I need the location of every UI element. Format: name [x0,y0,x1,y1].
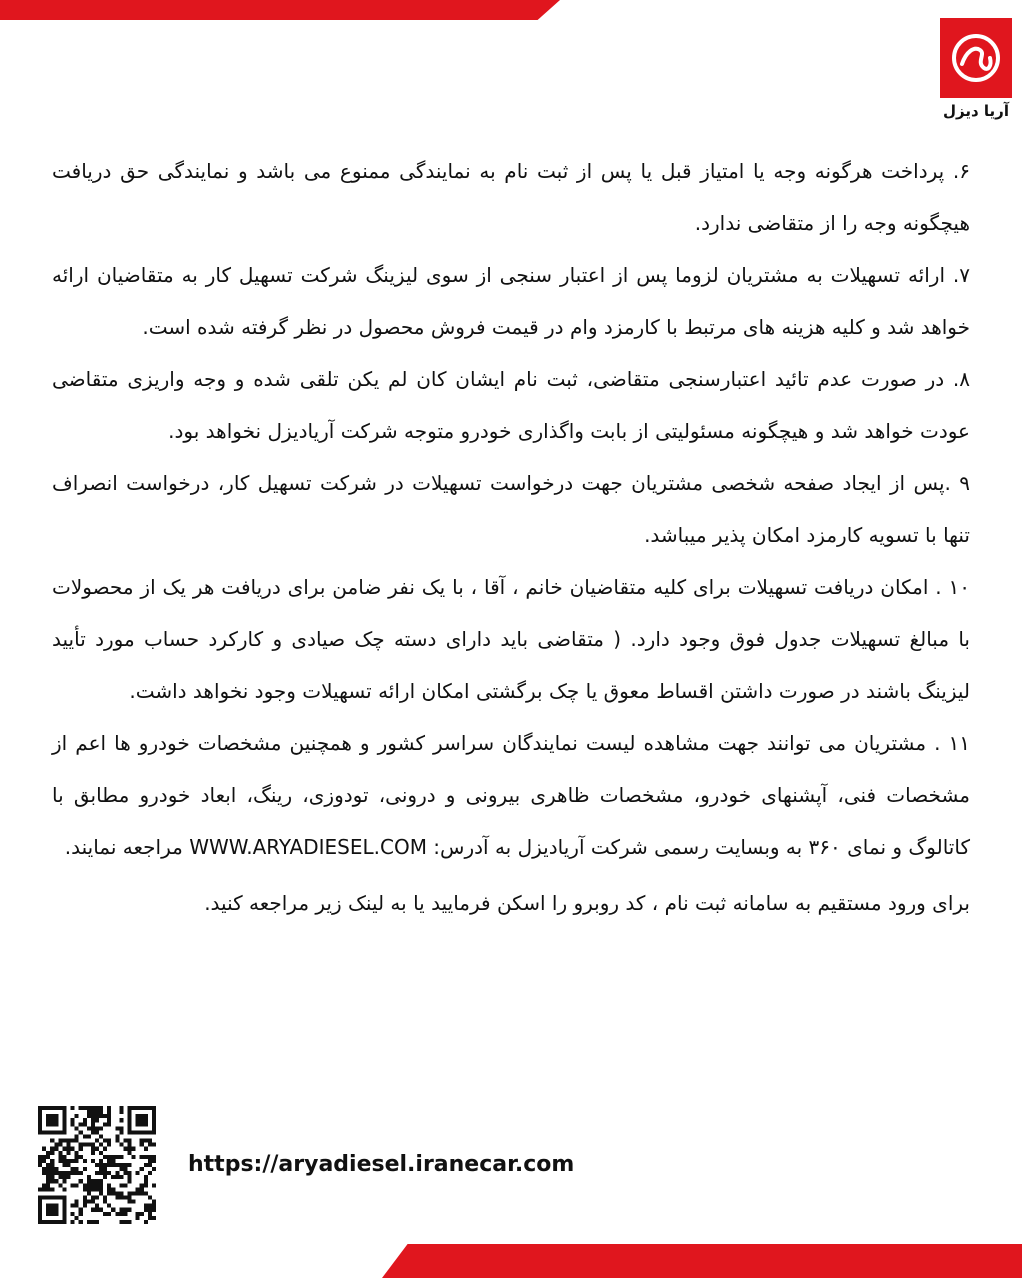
arya-diesel-logo-icon [940,18,1012,98]
term-item-6: ۶. پرداخت هرگونه وجه یا امتیاز قبل یا پس از ثبت نام به نمایندگی ممنوع می باشد و نمایندگی حق دریافت هیچگونه وجه را از متقاضی ندارد. [52,159,970,235]
term-item-11: ۱۱ . مشتریان می توانند جهت مشاهده لیست نمایندگان سراسر کشور و همچنین مشخصات خودرو ها اعم از مشخصات فنی، آپشنهای خودرو، مشخصات ظاهری بیرونی و درونی، تودوزی، رینگ، ابعاد خودرو مطابق با کاتالوگ و نمای ۳۶۰ به وبسایت رسمی شرکت آریادیزل به آدرس: WWW.ARYADIESEL.COM مراجعه نمایند. [52,731,970,859]
bottom-accent-band [382,1244,1022,1278]
closing-note: برای ورود مستقیم به سامانه ثبت نام ، کد روبرو را اسکن فرمایید یا به لینک زیر مراجعه کنید. [204,891,970,915]
term-item-7: ۷. ارائه تسهیلات به مشتریان لزوما پس از اعتبار سنجی از سوی لیزینگ شرکت تسهیل کار به متقاضیان ارائه خواهد شد و کلیه هزینه های مرتبط با کارمزد وام در قیمت فروش محصول در نظر گرفته شده است. [52,263,970,339]
brand-name: آریا دیزل [943,102,1009,120]
registration-link[interactable]: https://aryadiesel.iranecar.com [188,1152,575,1177]
qr-code-icon[interactable] [38,1106,156,1224]
term-item-9: ۹ .پس از ایجاد صفحه شخصی مشتریان جهت درخواست تسهیلات در شرکت تسهیل کار، درخواست انصراف تنها با تسویه کارمزد امکان پذیر میباشد. [52,471,970,547]
term-item-8: ۸. در صورت عدم تائید اعتبارسنجی متقاضی، ثبت نام ایشان کان لم یکن تلقی شده و وجه واریزی متقاضی عودت خواهد شد و هیچگونه مسئولیتی از بابت واگذاری خودرو متوجه شرکت آریادیزل نخواهد بود. [52,367,970,443]
brand-logo [940,18,1012,120]
top-accent-band [0,0,560,20]
term-item-10: ۱۰ . امکان دریافت تسهیلات برای کلیه متقاضیان خانم ، آقا ، با یک نفر ضامن برای دریافت هر یک از محصولات با مبالغ تسهیلات جدول فوق وجود دارد. ( متقاضی باید دارای دسته چک صیادی و کارکرد حساب مورد تأیید لیزینگ باشند در صورت داشتن اقساط معوق یا چک برگشتی امکان ارائه تسهیلات وجود نخواهد داشت. [52,575,970,703]
terms-list [52,145,970,929]
